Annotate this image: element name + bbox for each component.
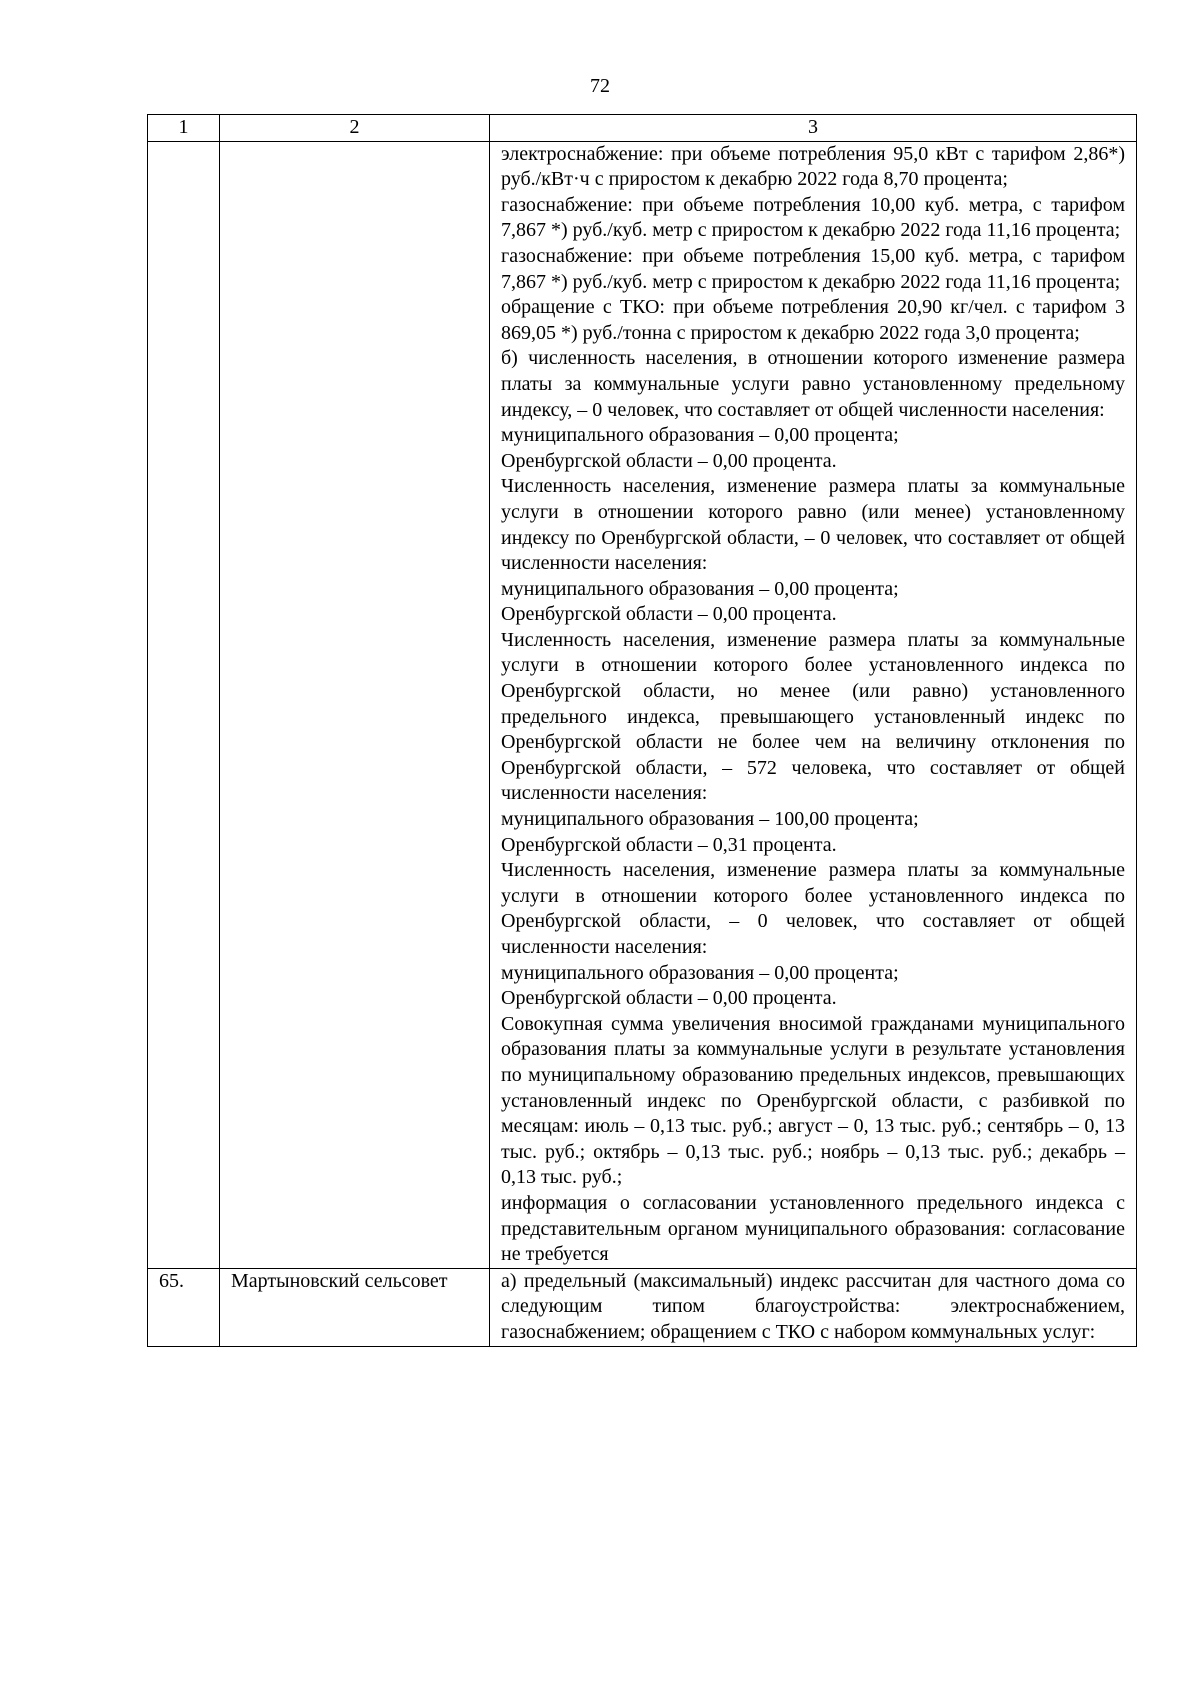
paragraph-electricity: электроснабжение: при объеме потребления 95,0 кВт с тарифом 2,86*) руб./кВт·ч с приростом к декабрю 2022 года 8,70 процента; (501, 142, 1125, 191)
paragraph-municipal-share: муниципального образования – 0,00 процента; (501, 424, 899, 447)
table-row-65 (148, 1268, 1137, 1346)
paragraph-total-increase: Совокупная сумма увеличения вносимой гражданами муниципального образования платы за коммунальные услуги в результате установления по муниципальному образованию предельных индексов, превышающих установленный индекс по Оренбургской области, с разбивкой по месяцам: июль – 0,13 тыс. руб.; август – 0, 13 тыс. руб.; сентябрь – 0, 13 тыс. руб.; октябрь – 0,13 тыс. руб.; ноябрь – 0,13 тыс. руб.; декабрь – 0,13 тыс. руб.; (501, 1012, 1125, 1189)
paragraph-population-between: Численность населения, изменение размера платы за коммунальные услуги в отношении которого более установленного индекса по Оренбургской области, но менее (или равно) установленного предельного индекса, превышающего установленный индекс по Оренбургской области не более чем на величину отклонения по Оренбургской области, – 572 человека, что составляет от общей численности населения: (501, 628, 1125, 805)
table-header-row (148, 115, 1137, 142)
paragraph-municipal-share: муниципального образования – 100,00 процента; (501, 808, 919, 831)
paragraph-municipal-share: муниципального образования – 0,00 процента; (501, 577, 899, 600)
paragraph-population-more: Численность населения, изменение размера платы за коммунальные услуги в отношении которого более установленного индекса по Оренбургской области, – 0 человек, что составляет от общей численности населения: (501, 859, 1125, 958)
row-number-cell: 65. (148, 1268, 220, 1346)
continuation-row (148, 141, 1137, 1268)
column-header-2: 2 (220, 115, 490, 142)
municipal-index-table (147, 114, 1137, 1347)
continuation-name-cell (220, 141, 490, 1268)
page-number: 72 (590, 75, 610, 97)
column-header-3: 3 (490, 115, 1137, 142)
column-header-1: 1 (148, 115, 220, 142)
paragraph-region-share: Оренбургской области – 0,00 процента. (501, 987, 837, 1010)
municipality-name-cell: Мартыновский сельсовет (220, 1268, 490, 1346)
paragraph-gas-15: газоснабжение: при объеме потребления 15,00 куб. метра, с тарифом 7,867 *) руб./куб. метр с приростом к декабрю 2022 года 11,16 процента; (501, 244, 1125, 293)
paragraph-region-share: Оренбургской области – 0,31 процента. (501, 833, 837, 856)
continuation-description-cell (490, 141, 1137, 1268)
continuation-number-cell (148, 141, 220, 1268)
paragraph-gas-10: газоснабжение: при объеме потребления 10,00 куб. метра, с тарифом 7,867 *) руб./куб. метр с приростом к декабрю 2022 года 11,16 процента; (501, 193, 1125, 242)
paragraph-approval-info: информация о согласовании установленного предельного индекса с представительным органом муниципального образования: согласование не требуется (501, 1191, 1125, 1266)
paragraph-region-share: Оренбургской области – 0,00 процента. (501, 603, 837, 626)
paragraph-municipal-share: муниципального образования – 0,00 процента; (501, 961, 899, 984)
paragraph-population-equal: б) численность населения, в отношении которого изменение размера платы за коммунальные услуги равно установленному предельному индексу, – 0 человек, что составляет от общей численности населения: (501, 347, 1125, 421)
row-description-cell: а) предельный (максимальный) индекс рассчитан для частного дома со следующим типом благоустройства: электроснабжением, газоснабжением; обращением с ТКО с набором коммунальных услуг: (490, 1268, 1137, 1346)
paragraph-waste: обращение с ТКО: при объеме потребления 20,90 кг/чел. с тарифом 3 869,05 *) руб./тонна с приростом к декабрю 2022 года 3,0 процента; (501, 296, 1125, 344)
paragraph-population-less: Численность населения, изменение размера платы за коммунальные услуги в отношении которого равно (или менее) установленному индексу по Оренбургской области, – 0 человек, что составляет от общей численности населения: (501, 475, 1125, 575)
paragraph-region-share: Оренбургской области – 0,00 процента. (501, 449, 837, 472)
